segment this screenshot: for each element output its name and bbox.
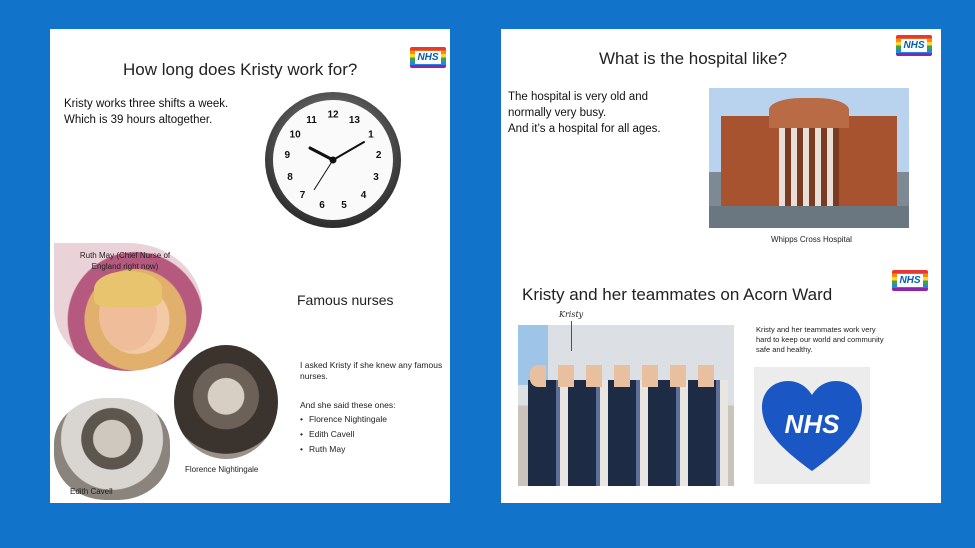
edith-cavell-photo [54, 398, 170, 500]
clock-number: 9 [284, 150, 291, 161]
clock-number: 3 [373, 171, 379, 183]
edith-caption: Edith Cavell [70, 487, 113, 496]
slide-work-hours [50, 29, 450, 255]
slide-title: Kristy and her teammates on Acorn Ward [522, 285, 833, 304]
slide-hospital [501, 29, 941, 257]
list-item: • Edith Cavell [300, 427, 387, 442]
clock-number: 12 [327, 109, 339, 121]
clock-image [262, 91, 404, 229]
nhs-heart-logo [754, 367, 870, 484]
intro-text: I asked Kristy if she knew any famous nurses. [300, 360, 443, 381]
nurse-list [300, 412, 387, 457]
kristy-label: Kristy [559, 310, 584, 319]
nhs-rainbow-logo: NHS [896, 35, 932, 56]
hospital-photo [709, 88, 909, 228]
lead-text: And she said these ones: [300, 400, 396, 410]
clock-number: 6 [319, 200, 325, 212]
teammates-text: Kristy and her teammates work very hard to keep our world and community safe and healthy. [756, 325, 884, 354]
florence-caption: Florence Nightingale [185, 465, 259, 474]
slide-title: How long does Kristy work for? [123, 60, 358, 79]
list-item: • Ruth May [300, 442, 387, 457]
ruth-may-caption: Ruth May (Chief Nurse of England right now) [79, 251, 171, 271]
clock-number: 4 [360, 189, 367, 201]
slide-famous-nurses [50, 240, 450, 503]
clock-number: 2 [375, 150, 382, 161]
clock-number: 7 [299, 189, 306, 201]
clock-number: 5 [341, 200, 347, 212]
clock-number: 11 [306, 114, 317, 126]
hours-text: Kristy works three shifts a week. Which is 39 hours altogether. [64, 98, 229, 126]
list-item: • Florence Nightingale [300, 412, 387, 427]
slide-title: Famous nurses [297, 292, 394, 308]
hospital-caption: Whipps Cross Hospital [771, 235, 852, 244]
clock-number: 10 [289, 129, 301, 141]
slide-teammates [501, 255, 941, 503]
arrow-down-icon [571, 321, 572, 351]
florence-nightingale-photo [174, 345, 278, 459]
clock-number: 13 [348, 114, 360, 126]
nhs-rainbow-logo: NHS [410, 47, 446, 68]
hospital-text: The hospital is very old and normally very busy. And it’s a hospital for all ages. [508, 91, 661, 135]
team-photo [518, 325, 734, 486]
slide-title: What is the hospital like? [599, 49, 788, 68]
clock-number: 1 [368, 129, 374, 141]
nhs-rainbow-logo: NHS [892, 270, 928, 291]
nhs-heart-text: NHS [784, 409, 840, 439]
clock-number: 8 [287, 171, 293, 183]
